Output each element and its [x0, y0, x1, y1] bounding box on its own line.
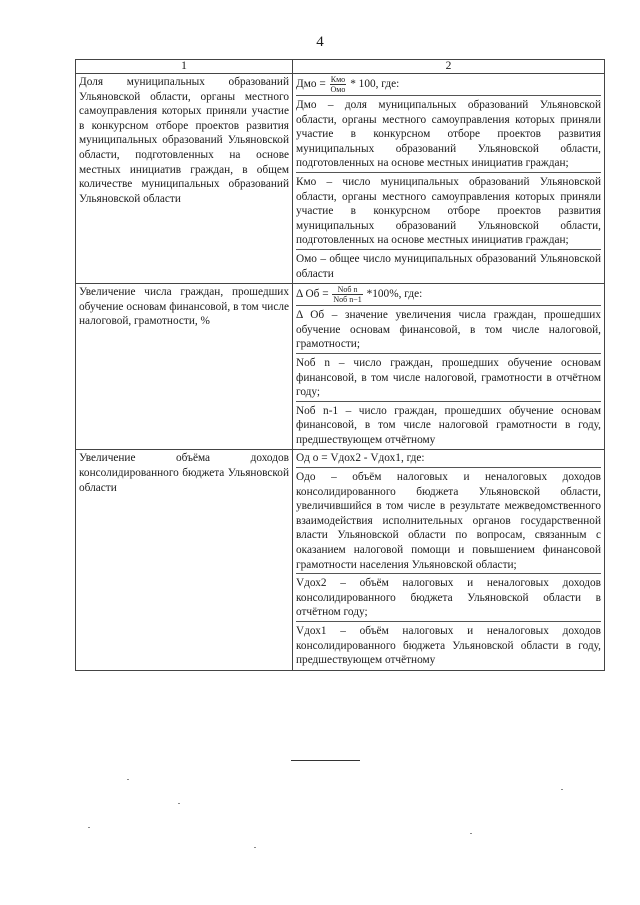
definition: Vдох1 – объём налоговых и неналоговых доходов консолидированного бюджета Ульяновской области в году, предшествующем отчётному	[296, 625, 601, 667]
indicator-name: Увеличение числа граждан, прошедших обучение основам финансовой, в том числе налоговой, грамотности, %	[76, 284, 293, 450]
formula	[296, 285, 601, 306]
definition: Nоб n-1 – число граждан, прошедших обучение основам финансовой, в том числе налоговой грамотности в году, предшествующем отчётному	[296, 404, 601, 446]
column-header-2: 2	[293, 60, 605, 74]
definition: Oдо – объём налоговых и неналоговых доходов консолидированного бюджета Ульяновской области, увеличившийся в том числе в результате межведомственного взаимодействия исполнительных органов государственной власти Ульяновской области по вопросам, связанным с оказанием налоговой помощи и повышением финансовой грамотности населения Ульяновской области;	[296, 470, 601, 574]
scan-speck	[88, 827, 90, 828]
definition: Дмо – доля муниципальных образований Ульяновской области, органы местного самоуправления которых приняли участие в конкурсном отборе проектов развития муниципальных образований Ульяновской области, подготовленных на основе местных инициатив граждан;	[296, 98, 601, 173]
formula-suffix: *100%, где:	[366, 288, 423, 301]
definition: Омо – общее число муниципальных образований Ульяновской области	[296, 252, 601, 280]
scan-speck	[561, 789, 563, 790]
table-row	[76, 284, 605, 450]
fraction-numerator: Nоб n	[332, 285, 362, 295]
indicator-name: Увеличение объёма доходов консолидированного бюджета Ульяновской области	[76, 450, 293, 670]
page-number: 4	[316, 34, 324, 50]
table-row	[76, 74, 605, 284]
scan-speck	[470, 833, 472, 834]
scan-speck	[127, 779, 129, 780]
fraction-numerator: Кмо	[330, 75, 346, 84]
indicators-table	[75, 59, 605, 671]
formula: Oд о = Vдох2 - Vдох1, где:	[296, 451, 601, 468]
column-header-1: 1	[76, 60, 293, 74]
formula-fraction	[332, 285, 362, 304]
indicator-name: Доля муниципальных образований Ульяновской области, органы местного самоуправления которых приняли участие в конкурсном отборе проектов развития муниципальных образований Ульяновской области, подготовленных на основе местных инициатив граждан, в общем количестве муниципальных образований Ульяновской области	[76, 74, 293, 284]
fraction-denominator: Nоб n−1	[333, 295, 362, 305]
indicator-method	[293, 450, 605, 670]
definition: Nоб n – число граждан, прошедших обучение основам финансовой, в том числе налоговой, грамотности в отчётном году;	[296, 356, 601, 402]
definition: Кмо – число муниципальных образований Ульяновской области, органы местного самоуправления которых приняли участие в конкурсном отборе проектов развития муниципальных образований Ульяновской области, подготовленных на основе местных инициатив граждан;	[296, 175, 601, 250]
fraction-denominator: Омо	[330, 85, 346, 94]
formula-fraction	[330, 75, 347, 94]
table-row	[76, 450, 605, 670]
scan-speck	[178, 803, 180, 804]
indicator-method	[293, 284, 605, 450]
formula	[296, 75, 601, 96]
indicator-method	[293, 74, 605, 284]
formula-prefix: Дмо =	[296, 78, 326, 91]
formula-prefix: Δ Об =	[296, 288, 329, 301]
formula-suffix: * 100, где:	[350, 78, 400, 91]
definition: Vдох2 – объём налоговых и неналоговых доходов консолидированного бюджета Ульяновской области в отчётном году;	[296, 576, 601, 622]
footer-divider	[291, 760, 360, 761]
definition: Δ Об – значение увеличения числа граждан, прошедших обучение основам финансовой, в том числе налоговой, грамотности;	[296, 308, 601, 354]
table-header-row	[76, 60, 605, 74]
scan-speck	[254, 847, 256, 848]
